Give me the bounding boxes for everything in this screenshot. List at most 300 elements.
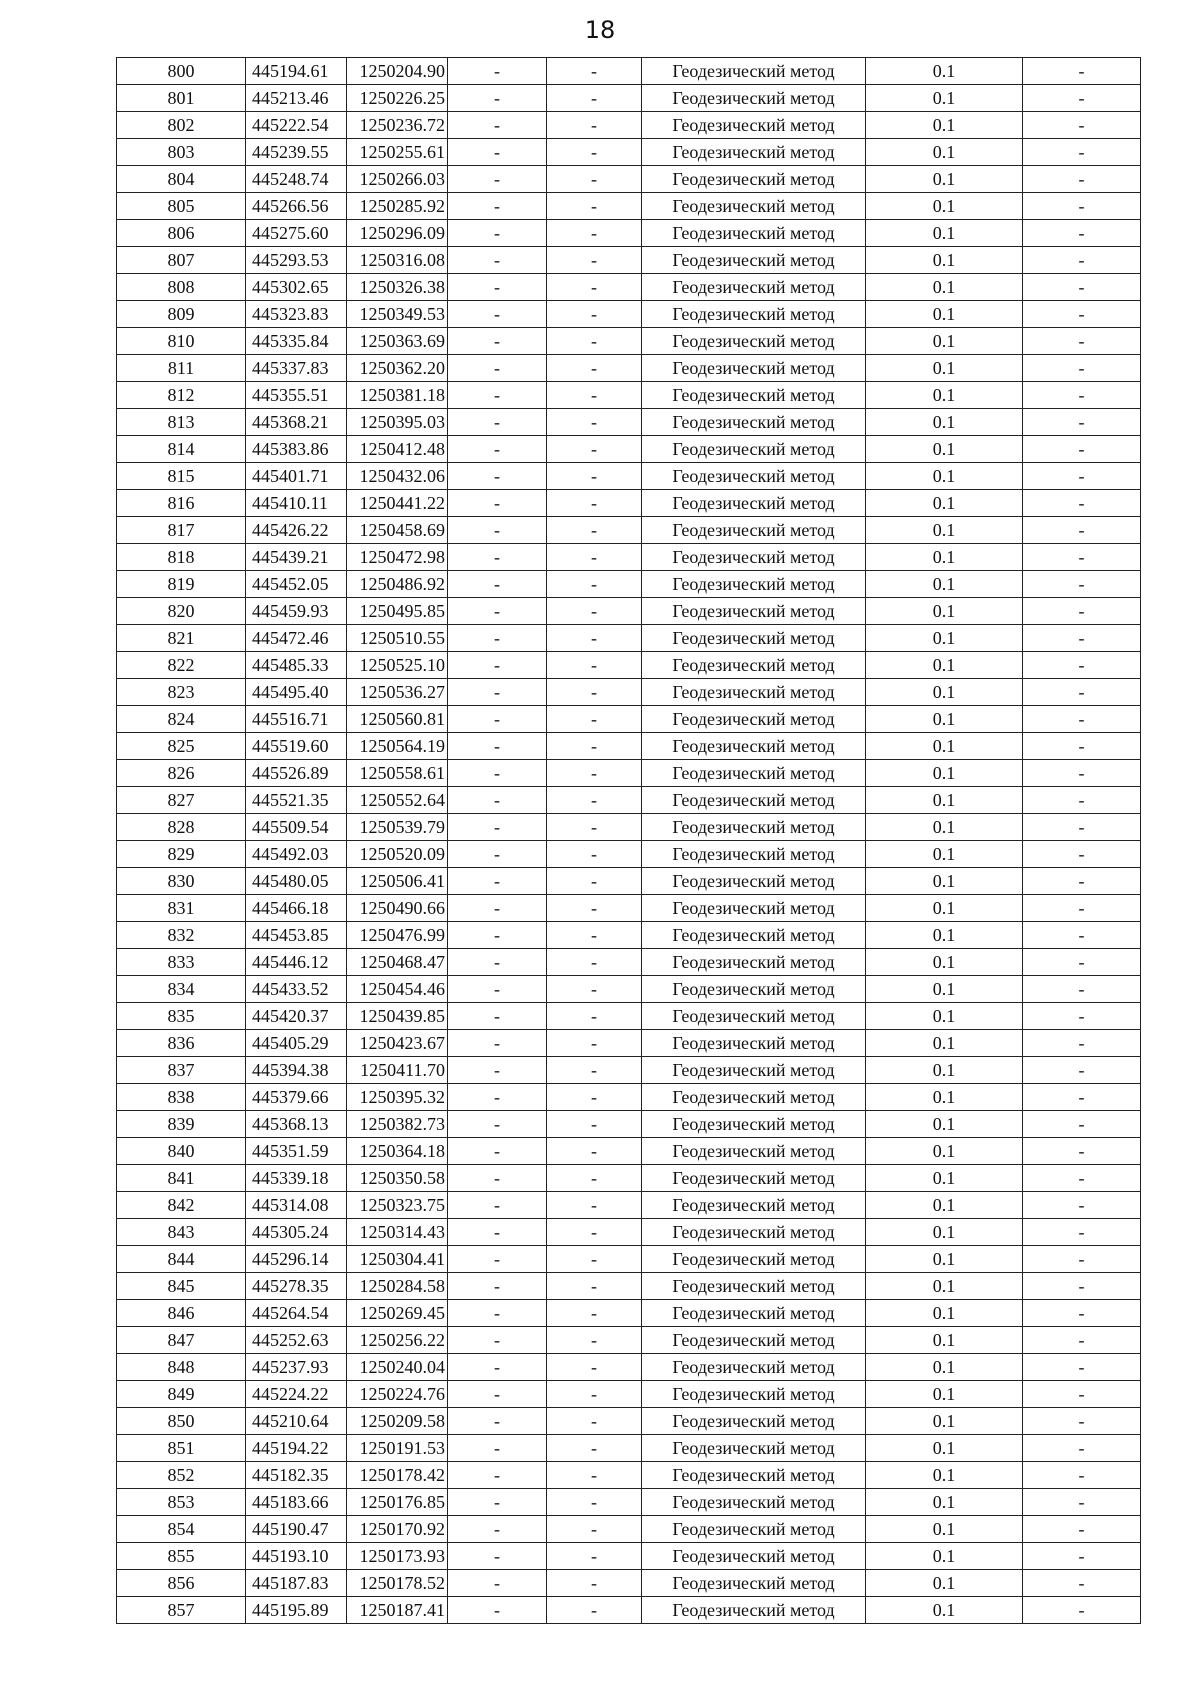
y-coordinate-cell: 1250539.79 [347,814,448,841]
point-number-cell: 831 [117,895,246,922]
dash-cell: - [547,976,642,1003]
x-coordinate-cell: 445323.83 [246,301,347,328]
y-coordinate-cell: 1250458.69 [347,517,448,544]
point-number-cell: 836 [117,1030,246,1057]
table-row [117,1111,1141,1138]
x-coordinate-cell: 445182.35 [246,1462,347,1489]
dash-cell: - [448,598,547,625]
method-cell: Геодезический метод [642,679,866,706]
point-number-cell: 841 [117,1165,246,1192]
dash-cell: - [448,814,547,841]
point-number-cell: 811 [117,355,246,382]
point-number-cell: 818 [117,544,246,571]
accuracy-cell: 0.1 [866,1597,1023,1624]
x-coordinate-cell: 445302.65 [246,274,347,301]
point-number-cell: 813 [117,409,246,436]
accuracy-cell: 0.1 [866,1111,1023,1138]
accuracy-cell: 0.1 [866,1570,1023,1597]
dash-cell: - [547,1057,642,1084]
dash-cell: - [1023,1057,1141,1084]
x-coordinate-cell: 445410.11 [246,490,347,517]
dash-cell: - [547,1489,642,1516]
accuracy-cell: 0.1 [866,976,1023,1003]
y-coordinate-cell: 1250323.75 [347,1192,448,1219]
dash-cell: - [1023,1516,1141,1543]
table-row [117,355,1141,382]
point-number-cell: 815 [117,463,246,490]
y-coordinate-cell: 1250176.85 [347,1489,448,1516]
y-coordinate-cell: 1250510.55 [347,625,448,652]
dash-cell: - [547,247,642,274]
table-row [117,1192,1141,1219]
method-cell: Геодезический метод [642,1192,866,1219]
point-number-cell: 828 [117,814,246,841]
y-coordinate-cell: 1250520.09 [347,841,448,868]
y-coordinate-cell: 1250226.25 [347,85,448,112]
x-coordinate-cell: 445368.13 [246,1111,347,1138]
method-cell: Геодезический метод [642,1489,866,1516]
method-cell: Геодезический метод [642,1246,866,1273]
x-coordinate-cell: 445193.10 [246,1543,347,1570]
accuracy-cell: 0.1 [866,1516,1023,1543]
dash-cell: - [547,1543,642,1570]
x-coordinate-cell: 445526.89 [246,760,347,787]
point-number-cell: 821 [117,625,246,652]
y-coordinate-cell: 1250266.03 [347,166,448,193]
table-row [117,301,1141,328]
dash-cell: - [448,247,547,274]
dash-cell: - [1023,517,1141,544]
dash-cell: - [448,139,547,166]
x-coordinate-cell: 445459.93 [246,598,347,625]
y-coordinate-cell: 1250558.61 [347,760,448,787]
dash-cell: - [547,463,642,490]
y-coordinate-cell: 1250224.76 [347,1381,448,1408]
point-number-cell: 832 [117,922,246,949]
dash-cell: - [1023,922,1141,949]
x-coordinate-cell: 445401.71 [246,463,347,490]
accuracy-cell: 0.1 [866,274,1023,301]
method-cell: Геодезический метод [642,1165,866,1192]
method-cell: Геодезический метод [642,355,866,382]
dash-cell: - [547,1408,642,1435]
method-cell: Геодезический метод [642,193,866,220]
dash-cell: - [448,841,547,868]
point-number-cell: 817 [117,517,246,544]
dash-cell: - [547,598,642,625]
point-number-cell: 827 [117,787,246,814]
method-cell: Геодезический метод [642,949,866,976]
accuracy-cell: 0.1 [866,1057,1023,1084]
dash-cell: - [547,949,642,976]
y-coordinate-cell: 1250316.08 [347,247,448,274]
point-number-cell: 843 [117,1219,246,1246]
dash-cell: - [448,625,547,652]
dash-cell: - [448,1003,547,1030]
dash-cell: - [547,166,642,193]
x-coordinate-cell: 445472.46 [246,625,347,652]
dash-cell: - [547,301,642,328]
method-cell: Геодезический метод [642,382,866,409]
dash-cell: - [448,949,547,976]
table-row [117,1408,1141,1435]
dash-cell: - [448,166,547,193]
table-row [117,1057,1141,1084]
point-number-cell: 835 [117,1003,246,1030]
y-coordinate-cell: 1250269.45 [347,1300,448,1327]
dash-cell: - [547,544,642,571]
table-row [117,1273,1141,1300]
dash-cell: - [547,1003,642,1030]
dash-cell: - [448,382,547,409]
method-cell: Геодезический метод [642,301,866,328]
x-coordinate-cell: 445368.21 [246,409,347,436]
dash-cell: - [547,571,642,598]
x-coordinate-cell: 445224.22 [246,1381,347,1408]
dash-cell: - [448,1030,547,1057]
method-cell: Геодезический метод [642,112,866,139]
point-number-cell: 820 [117,598,246,625]
accuracy-cell: 0.1 [866,1327,1023,1354]
dash-cell: - [547,1570,642,1597]
accuracy-cell: 0.1 [866,1354,1023,1381]
table-row [117,922,1141,949]
x-coordinate-cell: 445293.53 [246,247,347,274]
dash-cell: - [547,1435,642,1462]
dash-cell: - [547,1381,642,1408]
y-coordinate-cell: 1250432.06 [347,463,448,490]
dash-cell: - [448,1273,547,1300]
dash-cell: - [448,436,547,463]
method-cell: Геодезический метод [642,841,866,868]
point-number-cell: 845 [117,1273,246,1300]
y-coordinate-cell: 1250454.46 [347,976,448,1003]
x-coordinate-cell: 445210.64 [246,1408,347,1435]
table-row [117,409,1141,436]
y-coordinate-cell: 1250362.20 [347,355,448,382]
point-number-cell: 800 [117,58,246,85]
dash-cell: - [448,463,547,490]
accuracy-cell: 0.1 [866,112,1023,139]
point-number-cell: 822 [117,652,246,679]
accuracy-cell: 0.1 [866,1003,1023,1030]
dash-cell: - [1023,328,1141,355]
dash-cell: - [547,274,642,301]
dash-cell: - [1023,1300,1141,1327]
y-coordinate-cell: 1250476.99 [347,922,448,949]
dash-cell: - [547,1030,642,1057]
accuracy-cell: 0.1 [866,571,1023,598]
y-coordinate-cell: 1250326.38 [347,274,448,301]
accuracy-cell: 0.1 [866,1192,1023,1219]
dash-cell: - [1023,1003,1141,1030]
point-number-cell: 852 [117,1462,246,1489]
y-coordinate-cell: 1250525.10 [347,652,448,679]
table-row [117,112,1141,139]
dash-cell: - [1023,976,1141,1003]
dash-cell: - [547,220,642,247]
y-coordinate-cell: 1250173.93 [347,1543,448,1570]
dash-cell: - [1023,463,1141,490]
dash-cell: - [1023,409,1141,436]
method-cell: Геодезический метод [642,1273,866,1300]
y-coordinate-cell: 1250441.22 [347,490,448,517]
dash-cell: - [1023,1435,1141,1462]
dash-cell: - [448,112,547,139]
table-row [117,1138,1141,1165]
dash-cell: - [547,1246,642,1273]
dash-cell: - [547,1219,642,1246]
dash-cell: - [448,301,547,328]
method-cell: Геодезический метод [642,463,866,490]
x-coordinate-cell: 445426.22 [246,517,347,544]
dash-cell: - [1023,139,1141,166]
y-coordinate-cell: 1250363.69 [347,328,448,355]
dash-cell: - [1023,787,1141,814]
table-row [117,1597,1141,1624]
x-coordinate-cell: 445495.40 [246,679,347,706]
table-row [117,436,1141,463]
accuracy-cell: 0.1 [866,1273,1023,1300]
method-cell: Геодезический метод [642,1003,866,1030]
method-cell: Геодезический метод [642,85,866,112]
accuracy-cell: 0.1 [866,1219,1023,1246]
method-cell: Геодезический метод [642,1516,866,1543]
method-cell: Геодезический метод [642,1300,866,1327]
method-cell: Геодезический метод [642,1462,866,1489]
dash-cell: - [1023,1597,1141,1624]
method-cell: Геодезический метод [642,1435,866,1462]
method-cell: Геодезический метод [642,1111,866,1138]
table-row [117,895,1141,922]
accuracy-cell: 0.1 [866,1543,1023,1570]
dash-cell: - [448,1084,547,1111]
x-coordinate-cell: 445252.63 [246,1327,347,1354]
y-coordinate-cell: 1250209.58 [347,1408,448,1435]
accuracy-cell: 0.1 [866,409,1023,436]
point-number-cell: 851 [117,1435,246,1462]
dash-cell: - [547,85,642,112]
dash-cell: - [1023,1327,1141,1354]
y-coordinate-cell: 1250178.52 [347,1570,448,1597]
x-coordinate-cell: 445335.84 [246,328,347,355]
y-coordinate-cell: 1250490.66 [347,895,448,922]
dash-cell: - [448,328,547,355]
table-row [117,166,1141,193]
dash-cell: - [547,1300,642,1327]
y-coordinate-cell: 1250350.58 [347,1165,448,1192]
method-cell: Геодезический метод [642,706,866,733]
point-number-cell: 826 [117,760,246,787]
point-number-cell: 812 [117,382,246,409]
accuracy-cell: 0.1 [866,1030,1023,1057]
table-row [117,1084,1141,1111]
method-cell: Геодезический метод [642,1084,866,1111]
x-coordinate-cell: 445264.54 [246,1300,347,1327]
accuracy-cell: 0.1 [866,598,1023,625]
accuracy-cell: 0.1 [866,706,1023,733]
dash-cell: - [1023,652,1141,679]
y-coordinate-cell: 1250382.73 [347,1111,448,1138]
y-coordinate-cell: 1250411.70 [347,1057,448,1084]
dash-cell: - [547,787,642,814]
y-coordinate-cell: 1250178.42 [347,1462,448,1489]
dash-cell: - [448,1570,547,1597]
dash-cell: - [1023,1030,1141,1057]
table-row [117,328,1141,355]
dash-cell: - [1023,382,1141,409]
x-coordinate-cell: 445492.03 [246,841,347,868]
x-coordinate-cell: 445383.86 [246,436,347,463]
dash-cell: - [547,1462,642,1489]
accuracy-cell: 0.1 [866,841,1023,868]
method-cell: Геодезический метод [642,409,866,436]
dash-cell: - [547,1165,642,1192]
y-coordinate-cell: 1250495.85 [347,598,448,625]
method-cell: Геодезический метод [642,1327,866,1354]
x-coordinate-cell: 445521.35 [246,787,347,814]
dash-cell: - [448,1165,547,1192]
accuracy-cell: 0.1 [866,1489,1023,1516]
x-coordinate-cell: 445439.21 [246,544,347,571]
accuracy-cell: 0.1 [866,733,1023,760]
x-coordinate-cell: 445480.05 [246,868,347,895]
y-coordinate-cell: 1250412.48 [347,436,448,463]
page-number: 18 [584,16,616,44]
x-coordinate-cell: 445446.12 [246,949,347,976]
dash-cell: - [448,1219,547,1246]
dash-cell: - [448,1300,547,1327]
dash-cell: - [448,1381,547,1408]
dash-cell: - [547,895,642,922]
method-cell: Геодезический метод [642,274,866,301]
method-cell: Геодезический метод [642,814,866,841]
dash-cell: - [547,1273,642,1300]
dash-cell: - [448,922,547,949]
point-number-cell: 844 [117,1246,246,1273]
method-cell: Геодезический метод [642,1030,866,1057]
point-number-cell: 801 [117,85,246,112]
x-coordinate-cell: 445237.93 [246,1354,347,1381]
accuracy-cell: 0.1 [866,922,1023,949]
dash-cell: - [547,328,642,355]
table-row [117,1462,1141,1489]
accuracy-cell: 0.1 [866,166,1023,193]
dash-cell: - [1023,301,1141,328]
method-cell: Геодезический метод [642,1597,866,1624]
dash-cell: - [1023,760,1141,787]
point-number-cell: 825 [117,733,246,760]
coordinates-table [116,57,1141,1624]
x-coordinate-cell: 445351.59 [246,1138,347,1165]
dash-cell: - [1023,1570,1141,1597]
point-number-cell: 823 [117,679,246,706]
table-row [117,760,1141,787]
y-coordinate-cell: 1250381.18 [347,382,448,409]
x-coordinate-cell: 445355.51 [246,382,347,409]
dash-cell: - [1023,841,1141,868]
dash-cell: - [448,787,547,814]
point-number-cell: 829 [117,841,246,868]
method-cell: Геодезический метод [642,1138,866,1165]
dash-cell: - [547,733,642,760]
x-coordinate-cell: 445305.24 [246,1219,347,1246]
accuracy-cell: 0.1 [866,814,1023,841]
method-cell: Геодезический метод [642,544,866,571]
dash-cell: - [547,517,642,544]
dash-cell: - [547,922,642,949]
x-coordinate-cell: 445433.52 [246,976,347,1003]
x-coordinate-cell: 445485.33 [246,652,347,679]
table-row [117,841,1141,868]
dash-cell: - [547,382,642,409]
dash-cell: - [448,1246,547,1273]
accuracy-cell: 0.1 [866,679,1023,706]
accuracy-cell: 0.1 [866,895,1023,922]
accuracy-cell: 0.1 [866,787,1023,814]
accuracy-cell: 0.1 [866,382,1023,409]
dash-cell: - [547,1084,642,1111]
table-row [117,976,1141,1003]
dash-cell: - [1023,706,1141,733]
table-row [117,1246,1141,1273]
x-coordinate-cell: 445194.22 [246,1435,347,1462]
dash-cell: - [547,112,642,139]
table-row [117,868,1141,895]
y-coordinate-cell: 1250204.90 [347,58,448,85]
y-coordinate-cell: 1250170.92 [347,1516,448,1543]
accuracy-cell: 0.1 [866,544,1023,571]
table-row [117,814,1141,841]
y-coordinate-cell: 1250187.41 [347,1597,448,1624]
method-cell: Геодезический метод [642,1219,866,1246]
table-row [117,1543,1141,1570]
dash-cell: - [547,58,642,85]
table-row [117,517,1141,544]
dash-cell: - [448,1462,547,1489]
x-coordinate-cell: 445222.54 [246,112,347,139]
x-coordinate-cell: 445296.14 [246,1246,347,1273]
dash-cell: - [448,1354,547,1381]
accuracy-cell: 0.1 [866,301,1023,328]
y-coordinate-cell: 1250560.81 [347,706,448,733]
x-coordinate-cell: 445337.83 [246,355,347,382]
dash-cell: - [1023,814,1141,841]
x-coordinate-cell: 445195.89 [246,1597,347,1624]
dash-cell: - [1023,193,1141,220]
dash-cell: - [1023,436,1141,463]
x-coordinate-cell: 445453.85 [246,922,347,949]
dash-cell: - [448,652,547,679]
method-cell: Геодезический метод [642,625,866,652]
dash-cell: - [1023,1219,1141,1246]
method-cell: Геодезический метод [642,922,866,949]
table-row [117,220,1141,247]
y-coordinate-cell: 1250364.18 [347,1138,448,1165]
accuracy-cell: 0.1 [866,652,1023,679]
x-coordinate-cell: 445187.83 [246,1570,347,1597]
x-coordinate-cell: 445394.38 [246,1057,347,1084]
table-row [117,1381,1141,1408]
table-row [117,1516,1141,1543]
dash-cell: - [547,1327,642,1354]
point-number-cell: 853 [117,1489,246,1516]
dash-cell: - [547,1138,642,1165]
dash-cell: - [448,733,547,760]
method-cell: Геодезический метод [642,787,866,814]
method-cell: Геодезический метод [642,652,866,679]
dash-cell: - [448,1516,547,1543]
